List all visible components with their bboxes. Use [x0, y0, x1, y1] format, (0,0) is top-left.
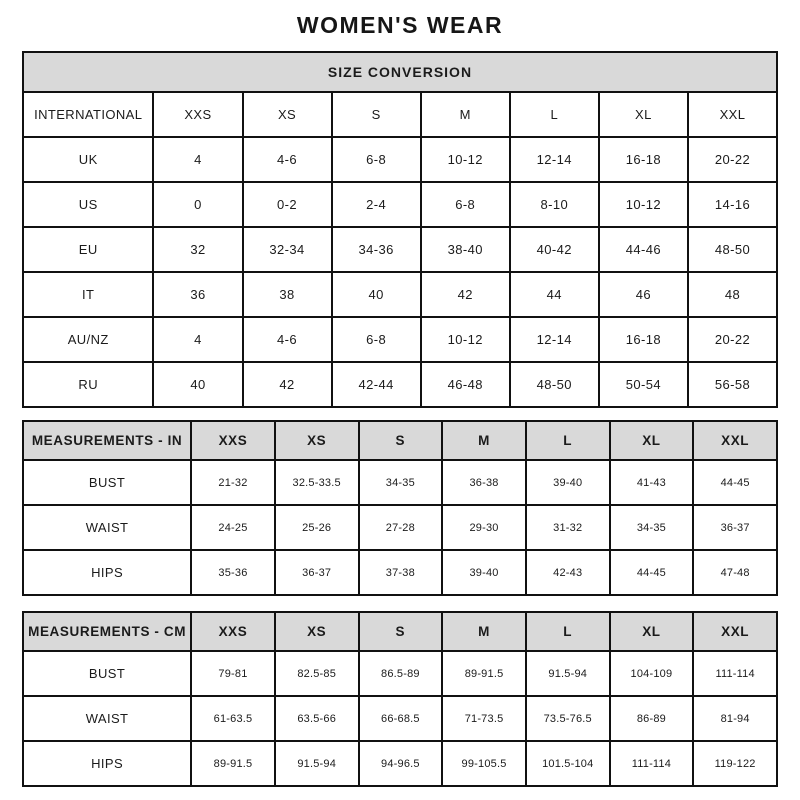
column-header-xl: XL — [599, 92, 688, 137]
measurement-cell: 39-40 — [526, 460, 610, 505]
measurement-cell: 25-26 — [275, 505, 359, 550]
measurement-cell: 82.5-85 — [275, 651, 359, 696]
size-cell: 10-12 — [421, 137, 510, 182]
column-header-l: L — [510, 92, 599, 137]
column-header-m: M — [442, 421, 526, 460]
measurement-cell: 31-32 — [526, 505, 610, 550]
size-cell: 32 — [153, 227, 242, 272]
measurement-cell: 111-114 — [610, 741, 694, 786]
measurement-cell: 41-43 — [610, 460, 694, 505]
size-cell: 36 — [153, 272, 242, 317]
measurement-cell: 119-122 — [693, 741, 777, 786]
size-cell: 10-12 — [421, 317, 510, 362]
measurement-cell: 35-36 — [191, 550, 275, 595]
size-cell: 56-58 — [688, 362, 777, 407]
column-header-xxs: XXS — [153, 92, 242, 137]
measurement-cell: 36-38 — [442, 460, 526, 505]
measurement-cell: 71-73.5 — [442, 696, 526, 741]
measurement-cell: 37-38 — [359, 550, 443, 595]
table-row-aunz — [23, 317, 777, 362]
row-label: RU — [23, 362, 153, 407]
row-label: UK — [23, 137, 153, 182]
row-label: WAIST — [23, 505, 191, 550]
table-row-ru — [23, 362, 777, 407]
measurement-cell: 42-43 — [526, 550, 610, 595]
table-title-row — [23, 52, 777, 92]
size-cell: 4 — [153, 137, 242, 182]
size-cell: 40-42 — [510, 227, 599, 272]
size-cell: 6-8 — [332, 317, 421, 362]
size-cell: 50-54 — [599, 362, 688, 407]
measurement-cell: 34-35 — [359, 460, 443, 505]
table-row-hips-cm — [23, 741, 777, 786]
measurement-cell: 34-35 — [610, 505, 694, 550]
size-cell: 48-50 — [688, 227, 777, 272]
measurement-cell: 24-25 — [191, 505, 275, 550]
measurement-cell: 39-40 — [442, 550, 526, 595]
row-label: HIPS — [23, 741, 191, 786]
size-cell: 44-46 — [599, 227, 688, 272]
measurement-cell: 27-28 — [359, 505, 443, 550]
column-header-m: M — [442, 612, 526, 651]
row-label: AU/NZ — [23, 317, 153, 362]
table-row-it — [23, 272, 777, 317]
size-cell: 42 — [421, 272, 510, 317]
size-cell: 10-12 — [599, 182, 688, 227]
measurement-cell: 81-94 — [693, 696, 777, 741]
page-title: WOMEN'S WEAR — [296, 12, 504, 38]
measurement-cell: 29-30 — [442, 505, 526, 550]
measurement-cell: 91.5-94 — [526, 651, 610, 696]
size-cell: 14-16 — [688, 182, 777, 227]
column-header-s: S — [359, 421, 443, 460]
size-cell: 2-4 — [332, 182, 421, 227]
size-cell: 40 — [332, 272, 421, 317]
size-cell: 42-44 — [332, 362, 421, 407]
size-cell: 20-22 — [688, 317, 777, 362]
column-header-xs: XS — [243, 92, 332, 137]
row-label: HIPS — [23, 550, 191, 595]
measurement-cell: 94-96.5 — [359, 741, 443, 786]
measurement-cell: 89-91.5 — [191, 741, 275, 786]
row-label: BUST — [23, 651, 191, 696]
row-label: WAIST — [23, 696, 191, 741]
size-cell: 16-18 — [599, 137, 688, 182]
measurement-cell: 36-37 — [275, 550, 359, 595]
column-header-xs: XS — [275, 612, 359, 651]
column-header-l: L — [526, 421, 610, 460]
size-cell: 32-34 — [243, 227, 332, 272]
measurement-cell: 89-91.5 — [442, 651, 526, 696]
size-cell: 6-8 — [332, 137, 421, 182]
column-header-xxs: XXS — [191, 612, 275, 651]
measurement-cell: 86.5-89 — [359, 651, 443, 696]
column-header-xl: XL — [610, 421, 694, 460]
size-cell: 0 — [153, 182, 242, 227]
measurement-cell: 86-89 — [610, 696, 694, 741]
size-cell: 4-6 — [243, 137, 332, 182]
measurement-cell: 101.5-104 — [526, 741, 610, 786]
size-cell: 6-8 — [421, 182, 510, 227]
size-cell: 4 — [153, 317, 242, 362]
size-cell: 44 — [510, 272, 599, 317]
table-row-us — [23, 182, 777, 227]
measurement-cell: 44-45 — [693, 460, 777, 505]
size-cell: 46 — [599, 272, 688, 317]
table-header-row — [23, 421, 777, 460]
measurement-cell: 63.5-66 — [275, 696, 359, 741]
size-cell: 0-2 — [243, 182, 332, 227]
column-header-l: L — [526, 612, 610, 651]
row-label: US — [23, 182, 153, 227]
table-row-bust-cm — [23, 651, 777, 696]
column-header-xxs: XXS — [191, 421, 275, 460]
measurements-in-title: MEASUREMENTS - IN — [23, 421, 191, 460]
size-cell: 38 — [243, 272, 332, 317]
size-cell: 8-10 — [510, 182, 599, 227]
measurement-cell: 61-63.5 — [191, 696, 275, 741]
column-header-m: M — [421, 92, 510, 137]
column-header-xs: XS — [275, 421, 359, 460]
column-header-xxl: XXL — [688, 92, 777, 137]
measurement-cell: 104-109 — [610, 651, 694, 696]
size-cell: 20-22 — [688, 137, 777, 182]
column-header-xxl: XXL — [693, 421, 777, 460]
size-cell: 38-40 — [421, 227, 510, 272]
measurement-cell: 21-32 — [191, 460, 275, 505]
row-label: EU — [23, 227, 153, 272]
measurement-cell: 79-81 — [191, 651, 275, 696]
size-cell: 46-48 — [421, 362, 510, 407]
measurements-cm-title: MEASUREMENTS - CM — [23, 612, 191, 651]
measurement-cell: 73.5-76.5 — [526, 696, 610, 741]
table-header-row — [23, 92, 777, 137]
measurements-cm-table — [22, 611, 778, 787]
row-label: BUST — [23, 460, 191, 505]
size-cell: 16-18 — [599, 317, 688, 362]
measurements-in-table — [22, 420, 778, 596]
size-cell: 40 — [153, 362, 242, 407]
measurement-cell: 111-114 — [693, 651, 777, 696]
measurement-cell: 47-48 — [693, 550, 777, 595]
column-header-s: S — [332, 92, 421, 137]
measurement-cell: 44-45 — [610, 550, 694, 595]
column-header-international: INTERNATIONAL — [23, 92, 153, 137]
column-header-s: S — [359, 612, 443, 651]
column-header-xxl: XXL — [693, 612, 777, 651]
size-cell: 48 — [688, 272, 777, 317]
size-cell: 34-36 — [332, 227, 421, 272]
measurement-cell: 32.5-33.5 — [275, 460, 359, 505]
measurement-cell: 66-68.5 — [359, 696, 443, 741]
table-header-row — [23, 612, 777, 651]
table-row-waist-in — [23, 505, 777, 550]
size-cell: 12-14 — [510, 317, 599, 362]
size-cell: 4-6 — [243, 317, 332, 362]
size-cell: 12-14 — [510, 137, 599, 182]
column-header-xl: XL — [610, 612, 694, 651]
measurement-cell: 99-105.5 — [442, 741, 526, 786]
table-row-uk — [23, 137, 777, 182]
measurement-cell: 91.5-94 — [275, 741, 359, 786]
size-conversion-title: SIZE CONVERSION — [23, 52, 777, 92]
row-label: IT — [23, 272, 153, 317]
table-row-waist-cm — [23, 696, 777, 741]
size-cell: 42 — [243, 362, 332, 407]
table-row-bust-in — [23, 460, 777, 505]
table-row-hips-in — [23, 550, 777, 595]
measurement-cell: 36-37 — [693, 505, 777, 550]
table-row-eu — [23, 227, 777, 272]
size-conversion-table — [22, 51, 778, 408]
size-cell: 48-50 — [510, 362, 599, 407]
